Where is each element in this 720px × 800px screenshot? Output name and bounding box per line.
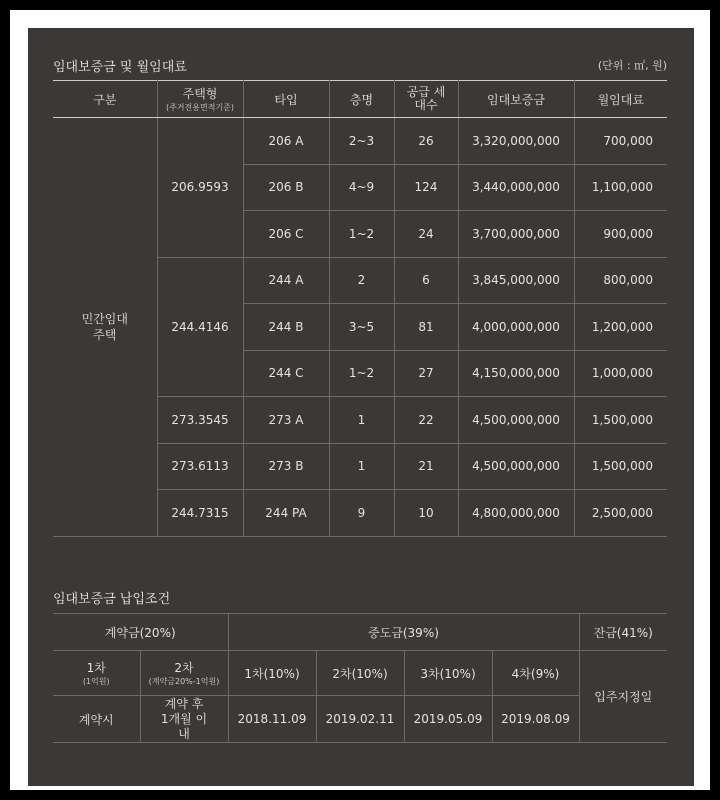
- middle-3-date: 2019.05.09: [404, 696, 492, 743]
- floor-cell: 2: [329, 257, 394, 304]
- middle-2-date: 2019.02.11: [316, 696, 404, 743]
- deposit-cell: 4,000,000,000: [458, 304, 574, 351]
- type-cell: 244 C: [243, 350, 329, 397]
- supply-cell: 124: [394, 164, 458, 211]
- deposit-cell: 4,800,000,000: [458, 490, 574, 537]
- middle-header: 중도금(39%): [228, 614, 579, 651]
- header-floor: 층명: [329, 81, 394, 118]
- supply-cell: 26: [394, 118, 458, 165]
- monthly-cell: 1,500,000: [574, 397, 667, 444]
- contract-2-cell: [140, 651, 228, 696]
- middle-4-date: 2019.08.09: [492, 696, 579, 743]
- floor-cell: 1: [329, 397, 394, 444]
- contract-2-label: 2차: [174, 661, 194, 675]
- house-type-cell: 244.7315: [157, 490, 243, 537]
- header-category: 구분: [53, 81, 157, 118]
- house-type-cell: 244.4146: [157, 257, 243, 397]
- header-house-type-sub: (주거전용면적기준): [165, 103, 235, 112]
- contract-2-sub: (계약금20%-1억원): [148, 677, 220, 686]
- monthly-cell: 1,200,000: [574, 304, 667, 351]
- middle-1-cell: 1차(10%): [228, 651, 316, 696]
- unit-label: (단위 : ㎡, 원): [597, 59, 667, 72]
- type-cell: 206 A: [243, 118, 329, 165]
- deposit-cell: 4,150,000,000: [458, 350, 574, 397]
- deposit-cell: 3,700,000,000: [458, 211, 574, 258]
- middle-1-date: 2018.11.09: [228, 696, 316, 743]
- house-type-cell: 206.9593: [157, 118, 243, 258]
- balance-when-cell: 입주지정일: [579, 651, 667, 743]
- type-cell: 244 A: [243, 257, 329, 304]
- floor-cell: 3~5: [329, 304, 394, 351]
- supply-cell: 27: [394, 350, 458, 397]
- floor-cell: 4~9: [329, 164, 394, 211]
- monthly-cell: 1,100,000: [574, 164, 667, 211]
- document-panel: [28, 28, 694, 786]
- supply-cell: 24: [394, 211, 458, 258]
- contract-1-cell: [53, 651, 140, 696]
- payment-header-row: [53, 614, 667, 651]
- header-monthly: 월임대료: [574, 81, 667, 118]
- rent-table-header: [53, 81, 667, 118]
- header-deposit: 임대보증금: [458, 81, 574, 118]
- middle-4-cell: 4차(9%): [492, 651, 579, 696]
- rent-table: [53, 80, 667, 537]
- middle-3-cell: 3차(10%): [404, 651, 492, 696]
- floor-cell: 1: [329, 443, 394, 490]
- floor-cell: 2~3: [329, 118, 394, 165]
- contract-header: 계약금(20%): [53, 614, 228, 651]
- monthly-cell: 800,000: [574, 257, 667, 304]
- type-cell: 206 C: [243, 211, 329, 258]
- floor-cell: 9: [329, 490, 394, 537]
- type-cell: 273 A: [243, 397, 329, 444]
- floor-cell: 1~2: [329, 350, 394, 397]
- rent-section-title: 임대보증금 및 월임대료: [53, 60, 187, 75]
- house-type-cell: 273.3545: [157, 397, 243, 444]
- header-house-type: [157, 81, 243, 118]
- type-cell: 206 B: [243, 164, 329, 211]
- category-cell: 민간임대 주택: [53, 118, 157, 537]
- type-cell: 244 PA: [243, 490, 329, 537]
- deposit-cell: 4,500,000,000: [458, 443, 574, 490]
- deposit-cell: 4,500,000,000: [458, 397, 574, 444]
- contract-1-sub: (1억원): [82, 677, 110, 686]
- floor-cell: 1~2: [329, 211, 394, 258]
- deposit-cell: 3,845,000,000: [458, 257, 574, 304]
- supply-cell: 81: [394, 304, 458, 351]
- deposit-cell: 3,440,000,000: [458, 164, 574, 211]
- monthly-cell: 2,500,000: [574, 490, 667, 537]
- monthly-cell: 700,000: [574, 118, 667, 165]
- header-type: 타입: [243, 81, 329, 118]
- supply-cell: 21: [394, 443, 458, 490]
- monthly-cell: 900,000: [574, 211, 667, 258]
- deposit-cell: 3,320,000,000: [458, 118, 574, 165]
- supply-cell: 6: [394, 257, 458, 304]
- header-house-type-label: 주택형: [182, 87, 218, 101]
- house-type-cell: 273.6113: [157, 443, 243, 490]
- header-supply: 공급 세대수: [394, 81, 458, 118]
- type-cell: 244 B: [243, 304, 329, 351]
- payment-sub-row: [53, 651, 667, 696]
- contract-1-when: 계약시: [53, 696, 140, 743]
- payment-section-title: 임대보증금 납입조건: [53, 592, 171, 607]
- balance-header: 잔금(41%): [579, 614, 667, 651]
- payment-date-row: [53, 696, 667, 743]
- table-row: [53, 118, 667, 165]
- monthly-cell: 1,500,000: [574, 443, 667, 490]
- contract-1-label: 1차: [86, 661, 106, 675]
- middle-2-cell: 2차(10%): [316, 651, 404, 696]
- monthly-cell: 1,000,000: [574, 350, 667, 397]
- supply-cell: 10: [394, 490, 458, 537]
- rent-table-body: [53, 118, 667, 537]
- contract-2-when: 계약 후 1개월 이내: [140, 696, 228, 743]
- type-cell: 273 B: [243, 443, 329, 490]
- supply-cell: 22: [394, 397, 458, 444]
- payment-table: [53, 613, 667, 743]
